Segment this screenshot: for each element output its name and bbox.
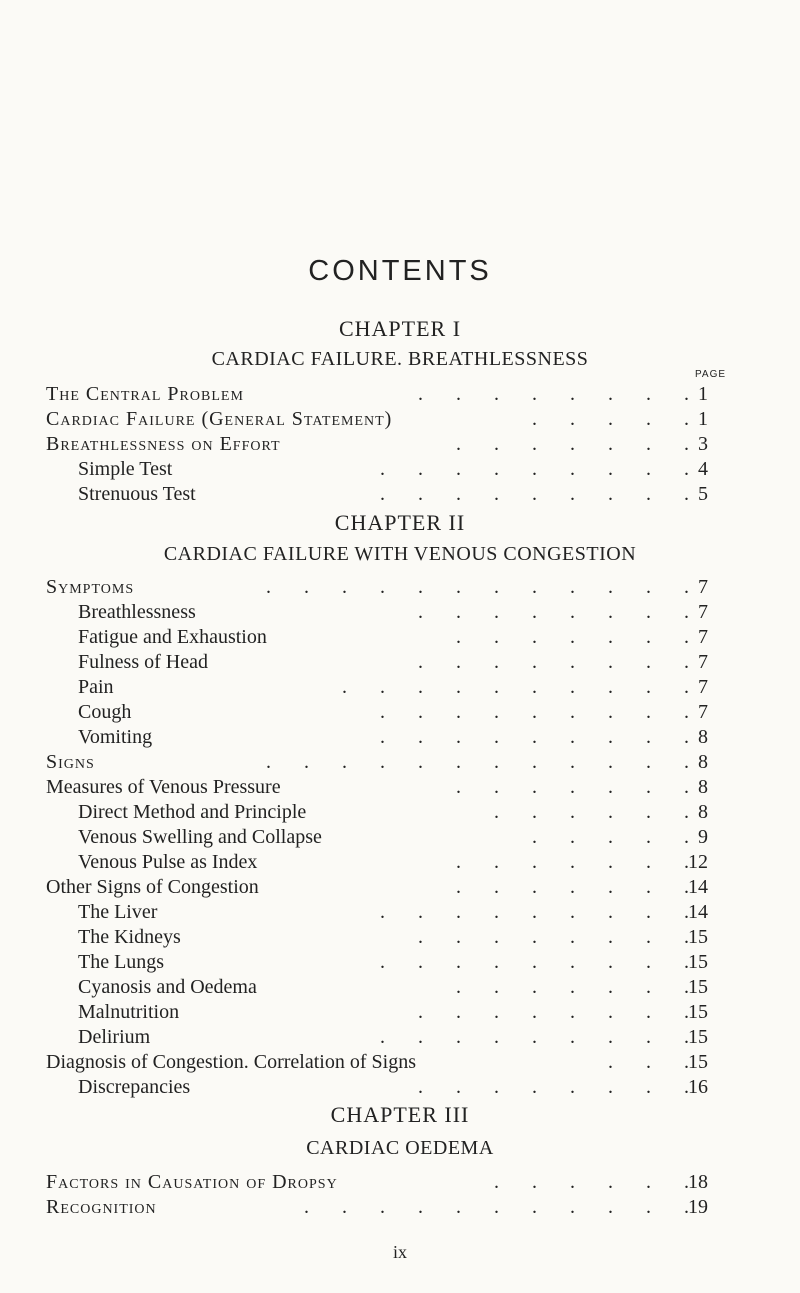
chapter-3-heading: CHAPTER III: [330, 1102, 470, 1127]
toc-entry: [0, 850, 800, 874]
toc-entry: [0, 925, 800, 949]
toc-entry-page: 7: [698, 701, 708, 723]
toc-entry: [0, 800, 800, 824]
toc-entry-page: 1: [698, 383, 708, 405]
toc-entry: [0, 625, 800, 649]
dot-leader: . . . . . . . .: [418, 601, 690, 623]
toc-entry: [0, 750, 800, 774]
toc-entry: [0, 575, 800, 599]
toc-entry: [0, 675, 800, 699]
toc-entry-label: Recognition: [46, 1196, 157, 1218]
toc-entry: [0, 825, 800, 849]
dot-leader: . . .: [608, 1051, 690, 1073]
toc-entry-page: 5: [698, 483, 708, 505]
toc-entry: [0, 600, 800, 624]
toc-entry-label: Strenuous Test: [78, 483, 196, 505]
dot-leader: . . . . . .: [494, 1171, 690, 1193]
dot-leader: . . . . . . . . .: [380, 726, 690, 748]
toc-entry-label: Cyanosis and Oedema: [78, 976, 257, 998]
toc-entry-label: Breathlessness: [78, 601, 196, 623]
dot-leader: . . . . .: [532, 408, 690, 430]
toc-entry-label: Simple Test: [78, 458, 173, 480]
dot-leader: . . . . .: [532, 826, 690, 848]
toc-entry-label: The Liver: [78, 901, 158, 923]
toc-entry: [0, 482, 800, 506]
toc-entry-page: 3: [698, 433, 708, 455]
toc-entry-label: Signs: [46, 751, 95, 773]
dot-leader: . . . . . . . .: [418, 1001, 690, 1023]
toc-entry-label: Discrepancies: [78, 1076, 191, 1098]
toc-entry: [0, 1170, 800, 1194]
toc-entry: [0, 950, 800, 974]
toc-entry-page: 8: [698, 726, 708, 748]
dot-leader: . . . . . . . .: [418, 651, 690, 673]
toc-entry-page: 15: [688, 951, 708, 973]
toc-entry: [0, 650, 800, 674]
toc-entry: [0, 1195, 800, 1219]
toc-entry-page: 7: [698, 626, 708, 648]
dot-leader: . . . . . . .: [456, 776, 690, 798]
toc-entry-page: 19: [688, 1196, 708, 1218]
dot-leader: . . . . . . . . .: [380, 1026, 690, 1048]
toc-entry-label: Diagnosis of Congestion. Correlation of Signs: [46, 1051, 416, 1073]
toc-entry-page: 14: [688, 876, 708, 898]
toc-entry-page: 8: [698, 776, 708, 798]
toc-entry: [0, 1075, 800, 1099]
toc-entry-label: Symptoms: [46, 576, 135, 598]
toc-entry-label: The Central Problem: [46, 383, 244, 405]
toc-entry-page: 14: [688, 901, 708, 923]
toc-entry-label: Cardiac Failure (General Statement): [46, 408, 393, 430]
toc-entry-page: 15: [688, 926, 708, 948]
toc-entry-page: 4: [698, 458, 708, 480]
chapter-1-heading: CHAPTER I: [338, 316, 462, 341]
toc-entry: [0, 457, 800, 481]
toc-entry-page: 7: [698, 676, 708, 698]
toc-entry-label: Breathlessness on Effort: [46, 433, 281, 455]
toc-entry-page: 16: [688, 1076, 708, 1098]
toc-entry-page: 9: [698, 826, 708, 848]
toc-entry: [0, 382, 800, 406]
toc-entry-label: Other Signs of Congestion: [46, 876, 259, 898]
toc-entry-page: 15: [688, 1026, 708, 1048]
toc-entry-page: 1: [698, 408, 708, 430]
toc-entry: [0, 432, 800, 456]
dot-leader: . . . . . . . . . . .: [304, 1196, 690, 1218]
dot-leader: . . . . . . . . . .: [342, 676, 690, 698]
chapter-3-subheading: CARDIAC OEDEMA: [306, 1137, 494, 1159]
dot-leader: . . . . . . . .: [418, 383, 690, 405]
toc-entry: [0, 700, 800, 724]
toc-entry-label: Venous Swelling and Collapse: [78, 826, 322, 848]
toc-entry-label: Delirium: [78, 1026, 151, 1048]
toc-entry-label: Malnutrition: [78, 1001, 180, 1023]
dot-leader: . . . . . .: [494, 801, 690, 823]
page-title: CONTENTS: [308, 255, 492, 287]
toc-entry: [0, 407, 800, 431]
dot-leader: . . . . . . . . . . . .: [266, 751, 690, 773]
toc-entry-page: 7: [698, 651, 708, 673]
dot-leader: . . . . . . .: [456, 976, 690, 998]
toc-entry-label: The Kidneys: [78, 926, 181, 948]
dot-leader: . . . . . . .: [456, 851, 690, 873]
toc-entry-label: Cough: [78, 701, 132, 723]
toc-entry-label: Factors in Causation of Dropsy: [46, 1171, 338, 1193]
toc-entry-label: Fatigue and Exhaustion: [78, 626, 267, 648]
chapter-2-subheading: CARDIAC FAILURE WITH VENOUS CONGESTION: [163, 543, 637, 565]
toc-entry-page: 15: [688, 1051, 708, 1073]
dot-leader: . . . . . . . . .: [380, 901, 690, 923]
toc-entry-page: 7: [698, 601, 708, 623]
toc-entry: [0, 975, 800, 999]
toc-entry-label: The Lungs: [78, 951, 165, 973]
toc-entry-page: 8: [698, 751, 708, 773]
toc-entry: [0, 1025, 800, 1049]
page-number: ix: [392, 1242, 407, 1262]
toc-entry: [0, 725, 800, 749]
toc-entry-page: 15: [688, 976, 708, 998]
dot-leader: . . . . . . . . . . . .: [266, 576, 690, 598]
toc-entry-page: 8: [698, 801, 708, 823]
toc-entry-page: 15: [688, 1001, 708, 1023]
dot-leader: . . . . . . . . .: [380, 458, 690, 480]
dot-leader: . . . . . . .: [456, 876, 690, 898]
chapter-2-heading: CHAPTER II: [334, 510, 466, 535]
toc-entry-label: Fulness of Head: [78, 651, 208, 673]
toc-entry: [0, 900, 800, 924]
toc-entry-label: Measures of Venous Pressure: [46, 776, 281, 798]
page-column-label: PAGE: [695, 369, 727, 380]
toc-entry: [0, 1050, 800, 1074]
toc-entry-label: Vomiting: [78, 726, 153, 748]
toc-entry-label: Direct Method and Principle: [78, 801, 307, 823]
toc-entry-page: 7: [698, 576, 708, 598]
dot-leader: . . . . . . . . .: [380, 701, 690, 723]
toc-entry: [0, 775, 800, 799]
dot-leader: . . . . . . .: [456, 433, 690, 455]
toc-entry-label: Venous Pulse as Index: [78, 851, 258, 873]
toc-entry-page: 18: [688, 1171, 708, 1193]
dot-leader: . . . . . . . .: [418, 1076, 690, 1098]
dot-leader: . . . . . . . . .: [380, 951, 690, 973]
toc-entry-label: Pain: [78, 676, 114, 698]
toc-entry: [0, 1000, 800, 1024]
toc-entry: [0, 875, 800, 899]
chapter-1-subheading: CARDIAC FAILURE. BREATHLESSNESS: [211, 348, 589, 370]
toc-entry-page: 12: [688, 851, 708, 873]
dot-leader: . . . . . . . .: [418, 926, 690, 948]
dot-leader: . . . . . . .: [456, 626, 690, 648]
dot-leader: . . . . . . . . .: [380, 483, 690, 505]
